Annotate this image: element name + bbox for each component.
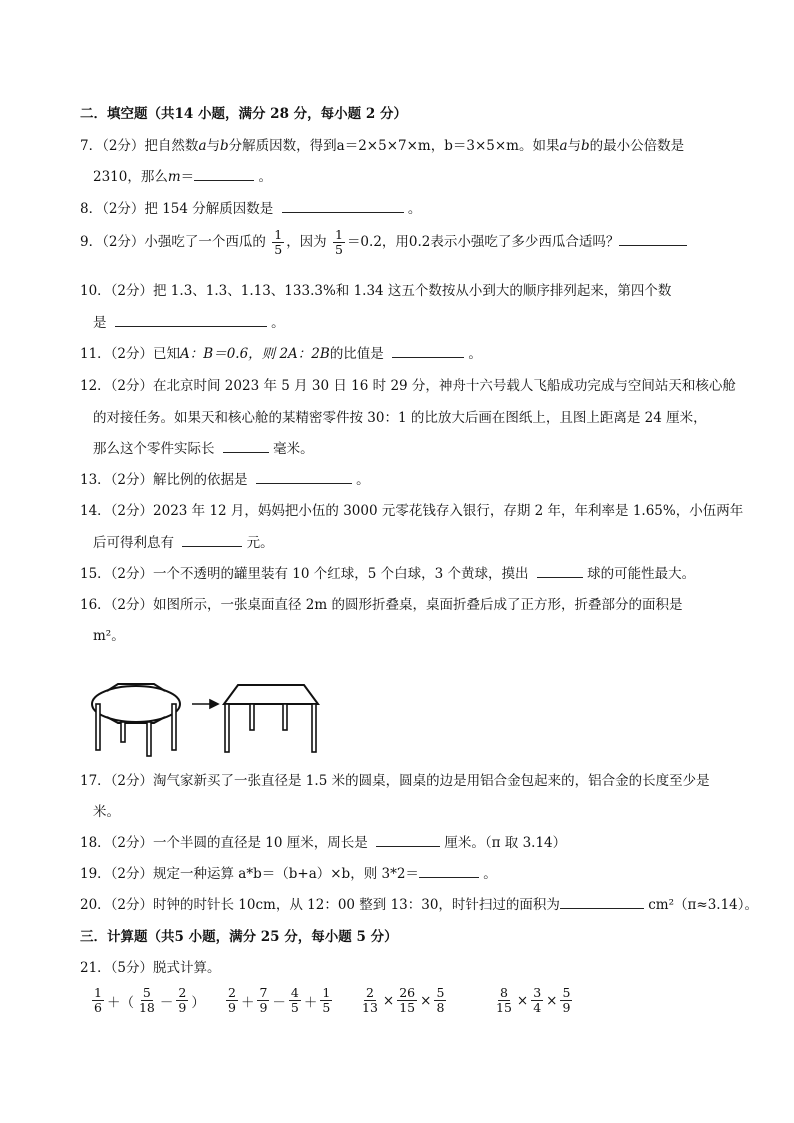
- q15-answer-blank[interactable]: [537, 563, 583, 578]
- numerator: 1: [334, 227, 343, 242]
- q7-var-b: b: [220, 138, 229, 154]
- q18-text: 18．（2分）一个半圆的直径是 10 厘米，周长是: [80, 835, 368, 851]
- fraction: [397, 986, 417, 1015]
- q20-unit: cm²（π≈3.14）。: [648, 897, 759, 913]
- fraction: [176, 986, 188, 1015]
- q8-text: 8．（2分）把 154 分解质因数是: [80, 201, 274, 217]
- question-10-line-2: [93, 311, 285, 331]
- question-21-title: 21．（5分）脱式计算。: [80, 960, 221, 976]
- q8-end: 。: [407, 201, 422, 217]
- question-18: [80, 831, 566, 851]
- denominator: 15: [399, 1000, 416, 1015]
- denominator: 5: [334, 242, 343, 257]
- fraction: [257, 986, 269, 1015]
- numerator: 7: [259, 985, 268, 1000]
- question-8: [80, 197, 421, 217]
- calc-expression-3: [358, 986, 448, 1015]
- numerator: 1: [322, 985, 331, 1000]
- q7-var-b2: b: [581, 138, 590, 154]
- operator: ＋: [240, 994, 255, 1011]
- question-12-line-1: 12．（2分）在北京时间 2023 年 5 月 30 日 16 时 29 分，神舟十六号载人飞船成功完成与空间站天和核心舱: [80, 378, 736, 394]
- question-7-line-2: [93, 165, 272, 185]
- q15-text-2: 球的可能性最大。: [587, 566, 696, 582]
- denominator: 9: [228, 1000, 236, 1015]
- operator: ×: [516, 992, 529, 1009]
- fraction: [226, 986, 238, 1015]
- q7-text-1: 7．（2分）把自然数: [80, 138, 199, 154]
- question-17-line-1: 17．（2分）淘气家新买了一张直径是 1.5 米的圆桌，圆桌的边是用铝合金包起来的，铝合金的长度至少是: [80, 773, 710, 789]
- question-19: [80, 862, 497, 882]
- q18-unit: 厘米。（π 取 3.14）: [444, 835, 567, 851]
- q7-equation: a＝2×5×7×m，b＝3×5×m。如果: [336, 138, 560, 154]
- denominator: 4: [533, 1000, 542, 1015]
- question-16-line-1: 16．（2分）如图所示，一张桌面直径 2m 的圆形折叠桌，桌面折叠后成了正方形，折叠部分的面积是: [80, 597, 683, 613]
- question-14-line-1: 14．（2分）2023 年 12 月，妈妈把小伍的 3000 元零花钱存入银行，存期 2 年，年利率是 1.65%，小伍两年: [80, 503, 744, 519]
- q20-answer-blank[interactable]: [560, 894, 644, 909]
- section-heading-calculation: 三．计算题（共5 小题，满分 25 分，每小题 5 分）: [80, 929, 398, 945]
- numerator: 2: [365, 985, 374, 1000]
- question-12-line-3: [93, 437, 314, 457]
- q11-expression: A：B＝0.6，则 2A：2B: [180, 346, 330, 362]
- q9-text-3: ＝0.2，用0.2表示小强吃了多少西瓜合适吗？: [346, 234, 620, 250]
- q7-var-a2: a: [559, 138, 568, 154]
- numerator: 1: [274, 227, 283, 242]
- fraction: [434, 986, 446, 1015]
- q7-text-6: 2310，那么: [93, 169, 168, 185]
- q11-end: 。: [468, 346, 482, 362]
- operator: ×: [420, 992, 432, 1009]
- numerator: 5: [436, 985, 445, 1000]
- question-14-line-2: [93, 531, 274, 551]
- q7-var-a: a: [198, 138, 207, 154]
- denominator: 5: [290, 1000, 299, 1015]
- question-9: [80, 228, 687, 257]
- fraction: [531, 986, 543, 1015]
- denominator: 5: [274, 242, 283, 257]
- q7-text-4: 与: [567, 138, 582, 154]
- q19-text: 19．（2分）规定一种运算 a*b＝（b+a）×b，则 3*2＝: [80, 866, 419, 882]
- q7-end: 。: [258, 169, 272, 185]
- q7-text-5: 的最小公倍数是: [589, 138, 685, 154]
- question-16-line-2: m²。: [93, 628, 125, 644]
- denominator: 6: [94, 1000, 102, 1015]
- question-10-line-1: 10．（2分）把 1.3、1.3、1.13、133.3%和 1.34 这五个数按从小到大的顺序排列起来，第四个数: [80, 283, 672, 299]
- q13-text: 13．（2分）解比例的依据是: [80, 472, 248, 488]
- operator: ×: [546, 992, 558, 1009]
- q10-answer-blank[interactable]: [115, 312, 267, 327]
- question-15: [80, 562, 695, 582]
- question-7-line-1: [80, 134, 684, 154]
- numerator: 2: [178, 985, 187, 1000]
- operator: ＋: [303, 994, 318, 1011]
- denominator: 13: [362, 1000, 378, 1015]
- q14-text: 后可得利息有: [93, 535, 174, 551]
- fraction: [137, 986, 157, 1015]
- numerator: 5: [142, 985, 151, 1000]
- q12-text: 那么这个零件实际长: [93, 441, 215, 457]
- q11-answer-blank[interactable]: [392, 343, 464, 358]
- numerator: 3: [533, 985, 542, 1000]
- numerator: 5: [562, 985, 571, 1000]
- fraction: [289, 986, 301, 1015]
- calc-expression-1: [90, 986, 206, 1015]
- numerator: 2: [228, 985, 236, 1000]
- q13-answer-blank[interactable]: [256, 469, 352, 484]
- q11-text-1: 11．（2分）已知: [80, 346, 181, 362]
- fraction: [360, 986, 380, 1015]
- folding-table-figure: [88, 672, 328, 760]
- q15-text-1: 15．（2分）一个不透明的罐里装有 10 个红球，5 个白球，3 个黄球，摸出: [80, 566, 529, 582]
- numerator: 8: [499, 985, 508, 1000]
- operator: ）: [191, 994, 205, 1011]
- question-12-line-2: 的对接任务。如果天和核心舱的某精密零件按 30：1 的比放大后画在图纸上，且图上距离是 24 厘米，: [93, 410, 707, 426]
- numerator: 1: [94, 985, 102, 1000]
- denominator: 5: [322, 1000, 331, 1015]
- q19-answer-blank[interactable]: [419, 863, 479, 878]
- fraction: [494, 986, 514, 1015]
- q7-var-m: m: [167, 169, 181, 185]
- q11-text-2: 的比值是: [329, 346, 384, 362]
- denominator: 18: [138, 1000, 155, 1015]
- calc-expression-4: [492, 986, 574, 1015]
- fraction: [92, 986, 104, 1015]
- q9-fraction-1: [272, 228, 284, 257]
- q12-unit: 毫米。: [273, 441, 314, 457]
- operator: ＋（: [106, 994, 134, 1011]
- question-20: [80, 893, 758, 913]
- q18-answer-blank[interactable]: [376, 832, 440, 847]
- q13-end: 。: [356, 472, 370, 488]
- numerator: 26: [399, 985, 416, 1000]
- arrow-icon: [192, 700, 218, 708]
- q9-text-2: ，因为: [286, 234, 327, 250]
- question-11: [80, 342, 482, 362]
- denominator: 9: [178, 1000, 187, 1015]
- q8-answer-blank[interactable]: [282, 198, 404, 213]
- q7-text-7: ＝: [180, 169, 195, 185]
- denominator: 9: [562, 1000, 571, 1015]
- calc-expression-2: [224, 986, 334, 1015]
- fraction: [320, 986, 332, 1015]
- q10-end: 。: [271, 315, 285, 331]
- q10-text: 是: [93, 315, 107, 331]
- denominator: 15: [496, 1000, 512, 1015]
- operator: －: [159, 994, 174, 1011]
- question-13: [80, 468, 370, 488]
- numerator: 4: [290, 985, 299, 1000]
- q14-unit: 元。: [246, 535, 274, 551]
- round-table-drawing: [92, 684, 180, 756]
- q7-answer-blank[interactable]: [194, 166, 254, 181]
- q9-text-1: 9．（2分）小强吃了一个西瓜的: [80, 234, 266, 250]
- section-heading-fill-in: 二．填空题（共14 小题，满分 28 分，每小题 2 分）: [80, 106, 407, 122]
- q9-fraction-2: [333, 228, 345, 257]
- square-table-drawing: [224, 685, 318, 752]
- q9-answer-blank[interactable]: [619, 231, 687, 246]
- denominator: 9: [259, 1000, 268, 1015]
- q20-text: 20．（2分）时钟的时针长 10cm，从 12：00 整到 13：30，时针扫过的面积为: [80, 897, 560, 913]
- denominator: 8: [436, 1000, 445, 1015]
- q19-end: 。: [483, 866, 497, 882]
- fraction: [560, 986, 572, 1015]
- q14-answer-blank[interactable]: [182, 532, 242, 547]
- operator: －: [272, 994, 286, 1011]
- q7-text-2: 与: [206, 138, 220, 154]
- q12-answer-blank[interactable]: [223, 438, 269, 453]
- q7-text-3: 分解质因数，得到: [228, 138, 337, 154]
- operator: ×: [382, 992, 395, 1009]
- question-17-line-2: 米。: [93, 804, 120, 820]
